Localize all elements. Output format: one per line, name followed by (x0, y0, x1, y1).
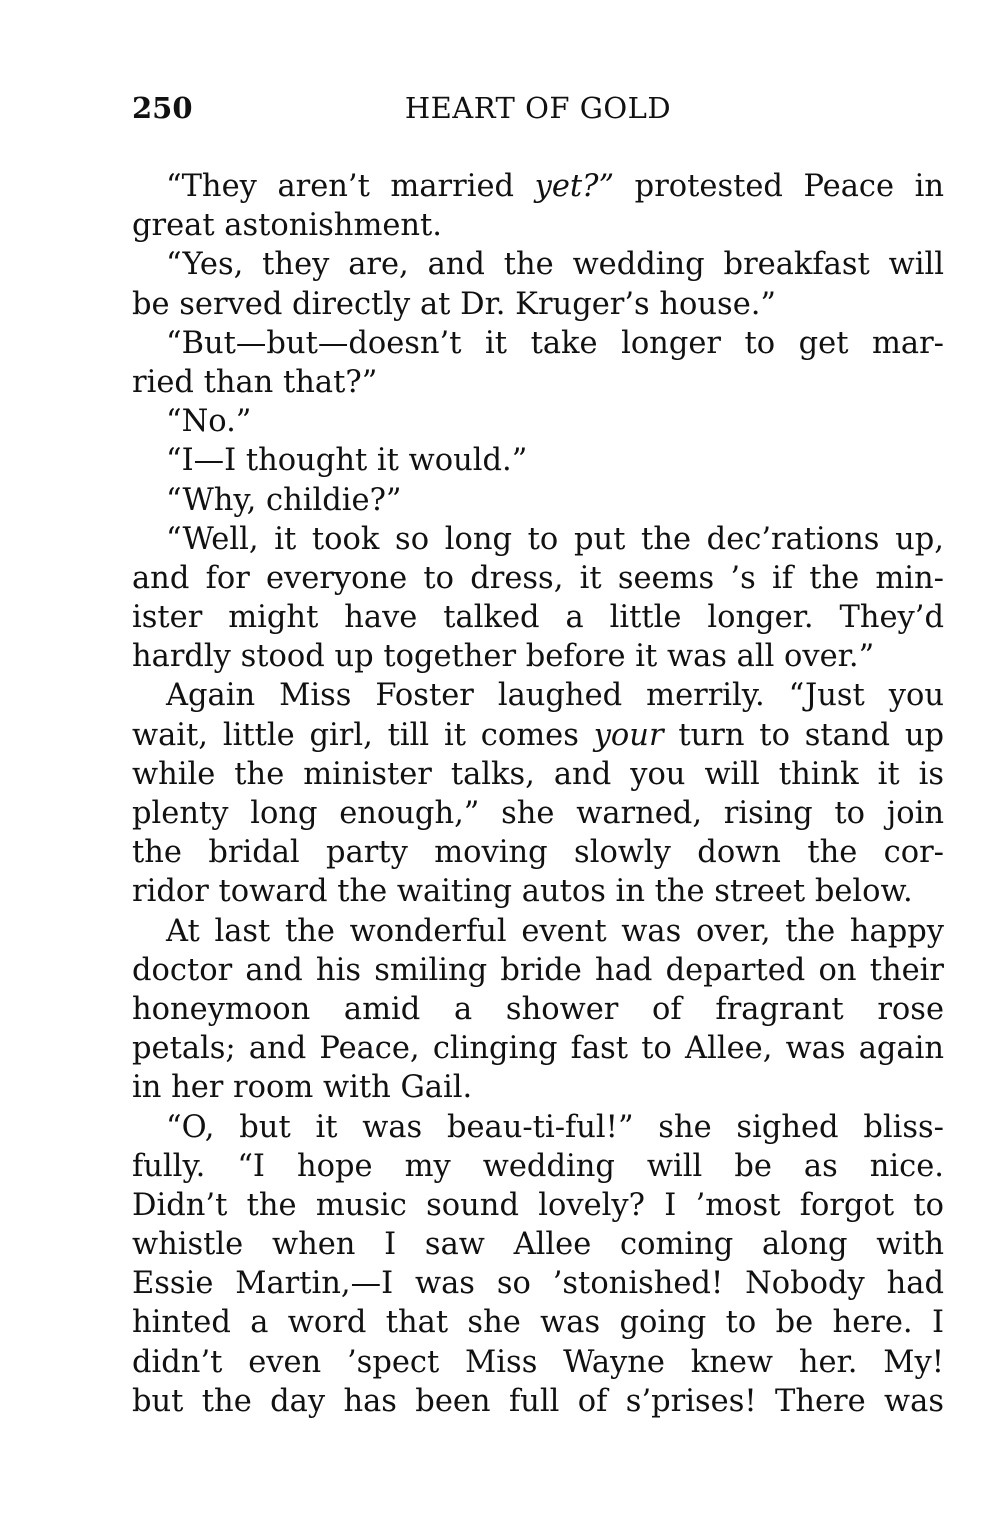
text-line (132, 1108, 944, 1147)
text-line (132, 755, 944, 794)
text-line (132, 1186, 944, 1225)
paragraph (132, 1108, 944, 1422)
text-run: “Why, childie?” (166, 482, 402, 518)
text-line (132, 402, 944, 441)
text-run: and for everyone to dress, it seems ’s if the min- (132, 560, 944, 596)
paragraph (132, 481, 944, 520)
paragraph (132, 324, 944, 402)
text-run: protested Peace in (614, 169, 944, 204)
text-run: “I—I thought it would.” (166, 443, 528, 479)
text-run: hardly stood up together before it was all over.” (132, 639, 875, 675)
paragraph (132, 520, 944, 677)
text-run: didn’t even ’spect Miss Wayne knew her. My! (132, 1344, 944, 1380)
text-run: doctor and his smiling bride had departed on their (132, 952, 944, 988)
text-run: while the minister talks, and you will think it is (132, 756, 944, 792)
text-run: “Yes, they are, and the wedding breakfast will (166, 247, 944, 283)
text-run: At last the wonderful event was over, the happy (166, 913, 944, 949)
page-header (132, 88, 944, 128)
text-run: “Well, it took so long to put the dec’rations up, (166, 521, 944, 557)
body-text (132, 167, 944, 1421)
text-line (132, 481, 944, 520)
text-line (132, 794, 944, 833)
text-line (132, 1068, 944, 1107)
page-number: 250 (132, 91, 193, 125)
running-title: HEART OF GOLD (404, 91, 672, 125)
text-run: ried than that?” (132, 364, 378, 400)
text-line (132, 676, 944, 715)
text-run: “They aren’t married (166, 169, 535, 204)
paragraph (132, 245, 944, 323)
text-line (132, 598, 944, 637)
text-line (132, 912, 944, 951)
text-line (132, 1303, 944, 1342)
text-line (132, 1225, 944, 1264)
paragraph (132, 441, 944, 480)
text-line (132, 167, 944, 206)
text-line (132, 363, 944, 402)
text-run: Didn’t the music sound lovely? I ’most forgot to (132, 1187, 944, 1223)
text-run: plenty long enough,” she warned, rising to join (132, 796, 944, 831)
text-run: in her room with Gail. (132, 1070, 473, 1106)
text-run: be served directly at Dr. Kruger’s house.” (132, 286, 777, 322)
text-run: whistle when I saw Allee coming along with (132, 1227, 944, 1263)
text-line (132, 872, 944, 911)
text-run: Again Miss Foster laughed merrily. “Just you (166, 678, 944, 714)
text-line (132, 1343, 944, 1382)
text-run: hinted a word that she was going to be here. I (132, 1305, 944, 1341)
text-run: great astonishment. (132, 208, 443, 244)
text-run: honeymoon amid a shower of fragrant rose (132, 991, 944, 1027)
italic-text: yet?” (534, 169, 615, 204)
text-line (132, 1264, 944, 1303)
text-run: Essie Martin,—I was so ’stonished! Nobody had (132, 1266, 944, 1302)
text-run: ridor toward the waiting autos in the street below. (132, 874, 913, 910)
text-line (132, 1147, 944, 1186)
text-run: but the day has been full of s’prises! There was (132, 1383, 944, 1419)
text-line (132, 559, 944, 598)
text-line (132, 324, 944, 363)
text-line (132, 716, 944, 755)
text-line (132, 245, 944, 284)
text-line (132, 833, 944, 872)
text-run: petals; and Peace, clinging fast to Allee, was again (132, 1031, 944, 1067)
text-line (132, 1382, 944, 1421)
text-run: “But—but—doesn’t it take longer to get mar- (166, 325, 944, 361)
text-run: “O, but it was beau-ti-ful!” she sighed bliss- (166, 1109, 944, 1145)
text-run: fully. “I hope my wedding will be as nice. (132, 1148, 944, 1184)
text-run: ister might have talked a little longer. They’d (132, 600, 944, 636)
text-run: “No.” (166, 404, 252, 440)
paragraph (132, 167, 944, 245)
text-line (132, 441, 944, 480)
text-run: turn to stand up (663, 717, 945, 753)
text-line (132, 637, 944, 676)
text-line (132, 520, 944, 559)
text-run: the bridal party moving slowly down the cor- (132, 835, 944, 871)
paragraph (132, 402, 944, 441)
text-line (132, 1029, 944, 1068)
text-line (132, 990, 944, 1029)
text-line (132, 206, 944, 245)
paragraph (132, 912, 944, 1108)
text-line (132, 285, 944, 324)
text-run: wait, little girl, till it comes (132, 717, 594, 753)
paragraph (132, 676, 944, 911)
text-line (132, 951, 944, 990)
italic-text: your (593, 717, 664, 753)
